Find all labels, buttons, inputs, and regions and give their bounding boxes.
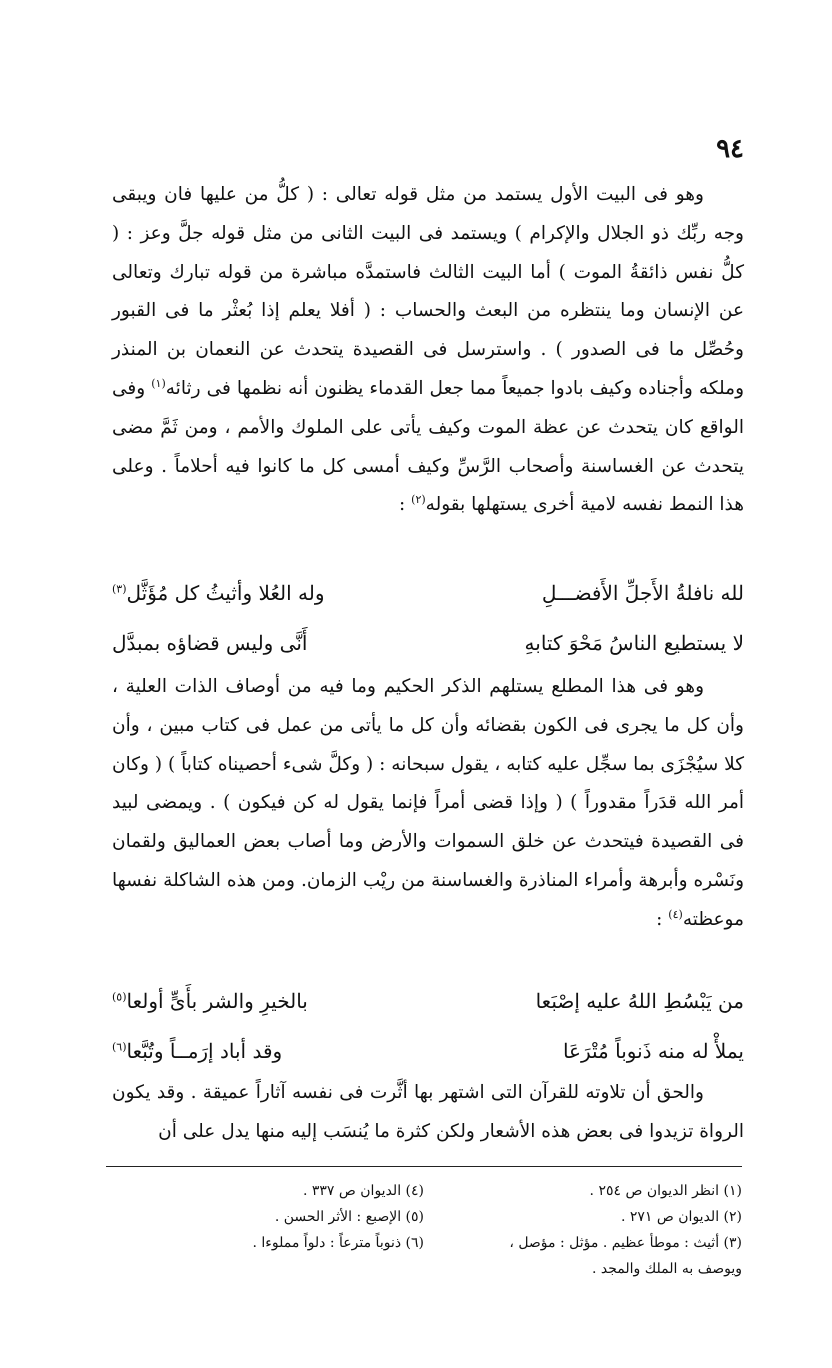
footnote-2: (٢) الديوان ص ٢٧١ . bbox=[620, 1209, 742, 1225]
footnote-mark-3: (٣) bbox=[112, 582, 127, 596]
verse-first-hemistich: لله نافلةُ الأَجلِّ الأَفضـــلِ bbox=[541, 581, 744, 605]
footnotes bbox=[106, 1178, 742, 1282]
verse-second-hemistich bbox=[112, 581, 325, 605]
verse-first-hemistich: يملأْ له منه ذَنوباً مُتْرَعَا bbox=[562, 1039, 744, 1063]
footnote-mark-1: (١) bbox=[151, 376, 166, 390]
verse-second-hemistich bbox=[112, 989, 308, 1013]
footnote-mark-2: (٢) bbox=[411, 493, 426, 507]
verse-line bbox=[112, 568, 744, 618]
verse-first-hemistich: من يَبْسُطِ اللهُ عليه إصْبَعا bbox=[535, 989, 744, 1013]
footnote-row bbox=[106, 1178, 742, 1204]
footnote-3-continuation: ويوصف به الملك والمجد . bbox=[591, 1261, 742, 1277]
footnote-1: (١) انظر الديوان ص ٢٥٤ . bbox=[589, 1183, 742, 1199]
verse-line bbox=[112, 976, 744, 1026]
verse-second-hemistich: أَنَّى وليس قضاؤه بمبدَّل bbox=[112, 631, 308, 655]
verse-first-hemistich: لا يستطيع الناسُ مَحْوَ كتابهِ bbox=[524, 631, 744, 655]
verse-second-text: بالخيرِ والشر بأَىٍّ أولعا bbox=[126, 989, 308, 1013]
paragraph-1: وهو فى البيت الأول يستمد من مثل قوله تعالى : ( كلُّ من عليها فان ويبقى وجه ربِّك ذو الجلال والإكرام ) ويستمد فى البيت الثانى من مثل قوله جلَّ وعز : ( كلُّ نفس ذائقةُ الموت ) أما البيت الثالث فاستمدَّه مباشرة من قوله تبارك وتعالى عن الإنسان وما ينتظره من البعث والحساب : ( أفلا يعلم إذا بُعثْر ما فى القبور وحُصِّل ما فى الصدور ) . واسترسل فى القصيدة يتحدث عن النعمان بن المنذر وملكه وأجناده وكيف بادوا جميعاً مما جعل القدماء يظنون أنه نظمها فى رثائه$^{(١)}$ وفى الواقع كان يتحدث عن عظة الموت وكيف يأتى على الملوك والأمم ، ومن ثَمَّ مضى يتحدث عن الغساسنة وأصحاب الرَّسِّ وكيف أمسى كل ما كانوا فيه أحلاماً . وعلى هذا النمط نفسه لامية أخرى يستهلها بقوله$^{(٢)}$ : bbox=[112, 184, 744, 516]
footnote-row bbox=[106, 1230, 742, 1256]
footnote-divider bbox=[106, 1166, 742, 1167]
page-number: ٩٤ bbox=[716, 134, 744, 164]
paragraph-1-text-b: وفى الواقع كان يتحدث عن عظة الموت وكيف يأتى على الملوك والأمم ، ومن ثَمَّ مضى يتحدث عن الغساسنة وأصحاب الرَّسِّ وكيف أمسى كل ما كانوا فيه أحلاماً . وعلى هذا النمط نفسه لامية أخرى يستهلها بقوله bbox=[112, 377, 744, 516]
verse-second-hemistich bbox=[112, 1039, 282, 1063]
verse-line bbox=[112, 1026, 744, 1076]
verse-block-2 bbox=[112, 976, 744, 1076]
paragraph-1-text-a: وهو فى البيت الأول يستمد من مثل قوله تعالى : ( كلُّ من عليها فان ويبقى وجه ربِّك ذو الجلال والإكرام ) ويستمد فى البيت الثانى من مثل قوله جلَّ وعز : ( كلُّ نفس ذائقةُ الموت ) أما البيت الثالث فاستمدَّه مباشرة من قوله تبارك وتعالى عن الإنسان وما ينتظره من البعث والحساب : ( أفلا يعلم إذا بُعثْر ما فى القبور وحُصِّل ما فى الصدور ) . واسترسل فى القصيدة يتحدث عن النعمان بن المنذر وملكه وأجناده وكيف بادوا جميعاً مما جعل القدماء يظنون أنه نظمها فى رثائه bbox=[112, 184, 744, 399]
paragraph-3-text: والحق أن تلاوته للقرآن التى اشتهر بها أثَّرت فى نفسه آثاراً عميقة . وقد يكون الرواة تزيدوا فى بعض هذه الأشعار ولكن كثرة ما يُنسَب إليه منها يدل على أن bbox=[112, 1082, 744, 1142]
paragraph-3 bbox=[112, 1074, 744, 1152]
footnote-mark-6: (٦) bbox=[112, 1040, 127, 1054]
footnote-5: (٥) الإصبع : الأثر الحسن . bbox=[274, 1209, 424, 1225]
paragraph-2: وهو فى هذا المطلع يستلهم الذكر الحكيم وما فيه من أوصاف الذات العلية ، وأن كل ما يجرى فى الكون بقضائه وأن كل ما يأتى من عمل فى كتاب مبين ، وأن كلا سيُجْزَى بما سجِّل عليه كتابه ، يقول سبحانه : ( وكلَّ شىء أحصيناه كتاباً ) ( وكان أمر الله قدَراً مقدوراً ) ( وإذا قضى أمراً فإنما يقول له كن فيكون ) . ويمضى لبيد فى القصيدة فيتحدث عن خلق السموات والأرض وما أصاب بعض العماليق ولقمان ونَسْره وأبرهة وأمراء المناذرة والغساسنة من ريْب الزمان. ومن هذه الشاكلة نفسها موعظته$^{(٤)}$ : bbox=[112, 676, 744, 930]
verse-block-1 bbox=[112, 568, 744, 668]
footnote-4: (٤) الديوان ص ٣٣٧ . bbox=[302, 1183, 424, 1199]
footnote-mark-5: (٥) bbox=[112, 990, 127, 1004]
verse-second-text: وقد أباد إرَمــاً وتُبَّعا bbox=[126, 1039, 283, 1063]
paragraph-2-text: وهو فى هذا المطلع يستلهم الذكر الحكيم وما فيه من أوصاف الذات العلية ، وأن كل ما يجرى فى الكون بقضائه وأن كل ما يأتى من عمل فى كتاب مبين ، وأن كلا سيُجْزَى بما سجِّل عليه كتابه ، يقول سبحانه : ( وكلَّ شىء أحصيناه كتاباً ) ( وكان أمر الله قدَراً مقدوراً ) ( وإذا قضى أمراً فإنما يقول له كن فيكون ) . ويمضى لبيد فى القصيدة فيتحدث عن خلق السموات والأرض وما أصاب بعض العماليق ولقمان ونَسْره وأبرهة وأمراء المناذرة والغساسنة من ريْب الزمان. ومن هذه الشاكلة نفسها موعظته bbox=[112, 676, 744, 930]
verse-line bbox=[112, 618, 744, 668]
footnote-row bbox=[106, 1204, 742, 1230]
footnote-3: (٣) أثيث : موطأ عظيم . مؤثل : مؤصل ، bbox=[509, 1235, 742, 1251]
verse-second-text: وله العُلا وأثيثُ كل مُؤَثَّل bbox=[126, 581, 325, 605]
footnote-mark-4: (٤) bbox=[668, 907, 683, 921]
footnote-6: (٦) ذنوباً مترعاً : دلواً مملوءا . bbox=[252, 1235, 424, 1251]
